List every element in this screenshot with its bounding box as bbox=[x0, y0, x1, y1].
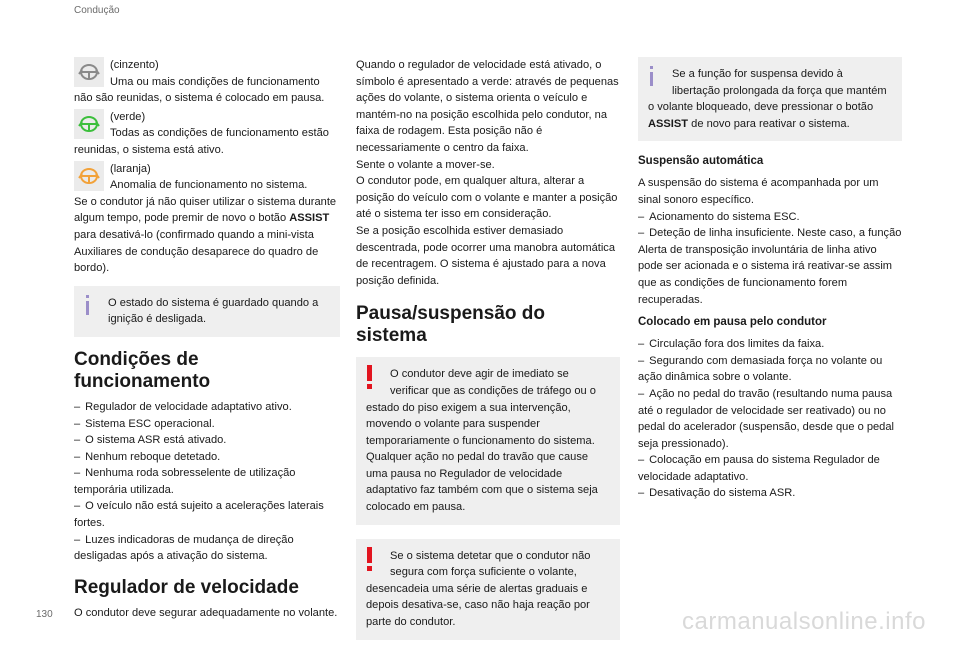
note-text: ignição é desligada. bbox=[108, 313, 207, 326]
list-item: – Luzes indicadoras de mudança de direção desligadas após a ativação do sistema. bbox=[74, 533, 294, 563]
steering-wheel-hands-icon-green bbox=[74, 109, 104, 139]
list-item: – Regulador de velocidade adaptativo ativo. bbox=[74, 400, 292, 413]
watermark: carmanualsonline.info bbox=[682, 608, 926, 635]
assist-button-label: ASSIST bbox=[289, 212, 330, 225]
paragraph: Se a posição escolhida estiver demasiado descentrada, pode ocorrer uma manobra automática de recentragem. O sistema é ajustado para a nova posição definida. bbox=[356, 224, 616, 287]
para-text: para desativá-lo (confirmado quando a mini-vista Auxiliares de condução desaparece do quadro de bordo). bbox=[74, 228, 319, 275]
heading-auto-suspension: Suspensão automática bbox=[638, 155, 764, 168]
list-item: – Sistema ESC operacional. bbox=[74, 417, 215, 430]
list-item: – Circulação fora dos limites da faixa. bbox=[638, 338, 825, 351]
paragraph: Sente o volante a mover-se. bbox=[356, 158, 495, 171]
paragraph: Quando o regulador de velocidade está ativado, o símbolo é apresentado a verde: através de pequenas ações do volante, o sistema orienta o veículo e mantém-no na posição escolhida pelo condutor, na faixa de rodagem. Esta posição não é necessariamente o centro da faixa. bbox=[356, 59, 619, 154]
info-note bbox=[74, 286, 340, 337]
cruise-text: O condutor deve segurar adequadamente no volante. bbox=[74, 606, 338, 619]
heading-operating-conditions: Condições de funcionamento bbox=[74, 348, 211, 392]
note-text: estado do piso exigem a sua intervenção, movendo o volante para suspender temporariamente o funcionamento do sistema. Qualquer ação no pedal do travão que cause uma pausa no Regulador de velocidade adaptativo faz também com que o sistema seja colocado em pausa. bbox=[366, 401, 598, 514]
list-item: – Nenhuma roda sobresselente de utilização temporária utilizada. bbox=[74, 467, 296, 496]
list-item: – Deteção de linha insuficiente. Neste caso, a função Alerta de transposição involuntária de linha ativo pode ser acionada e o sistema irá reativar-se assim que as condições de funcionamento forem recuperadas. bbox=[638, 227, 902, 306]
note-text: Se a função for suspensa devido à bbox=[672, 68, 843, 80]
info-icon bbox=[650, 72, 653, 86]
status-row-orange bbox=[74, 161, 340, 194]
warning-note bbox=[356, 539, 620, 640]
list-item: – Desativação do sistema ASR. bbox=[638, 487, 796, 500]
list-item: – Ação no pedal do travão (resultando numa pausa até o regulador de velocidade ser reativado) ou no pedal do acelerador (suspensão, desde que o pedal seja pressionado). bbox=[638, 387, 894, 450]
conditions-list bbox=[74, 399, 340, 565]
status-line: Anomalia de funcionamento no sistema. bbox=[110, 179, 308, 192]
list-item: – O veículo não está sujeito a acelerações laterais fortes. bbox=[74, 500, 324, 530]
list-item: – Acionamento do sistema ESC. bbox=[638, 210, 800, 223]
page-number: 130 bbox=[36, 609, 53, 620]
info-note bbox=[638, 57, 902, 141]
status-line: Todas as condições de funcionamento estão bbox=[110, 127, 329, 140]
heading-driver-pause: Colocado em pausa pelo condutor bbox=[638, 316, 827, 329]
note-text: O estado do sistema é guardado quando a bbox=[108, 296, 319, 309]
list-item: – Colocação em pausa do sistema Regulador de velocidade adaptativo. bbox=[638, 454, 880, 483]
list-item: – Nenhum reboque detetado. bbox=[74, 450, 221, 463]
status-label: (cinzento) bbox=[110, 59, 159, 71]
warning-icon bbox=[367, 547, 372, 563]
info-icon bbox=[86, 301, 89, 315]
column-middle bbox=[356, 57, 620, 649]
page-section-title: Condução bbox=[74, 5, 120, 16]
list-item: – O sistema ASR está ativado. bbox=[74, 434, 227, 447]
column-left bbox=[74, 57, 340, 621]
heading-pause-suspension: Pausa/suspensão do sistema bbox=[356, 303, 546, 347]
heading-cruise-control: Regulador de velocidade bbox=[74, 576, 299, 598]
status-cont: não são reunidas, o sistema é colocado em pausa. bbox=[74, 92, 325, 105]
status-label: (laranja) bbox=[110, 162, 151, 175]
warning-note bbox=[356, 357, 620, 524]
status-row-grey bbox=[74, 57, 340, 90]
assist-button-label: ASSIST bbox=[648, 117, 689, 130]
note-text: segura com força suficiente o volante, bbox=[390, 566, 577, 579]
steering-wheel-hands-icon-grey bbox=[74, 57, 104, 87]
deactivate-paragraph bbox=[74, 194, 340, 277]
paragraph: A suspensão do sistema é acompanhada por um sinal sonoro específico. bbox=[638, 177, 879, 206]
status-cont: reunidas, o sistema está ativo. bbox=[74, 143, 224, 156]
steering-wheel-hands-icon-orange bbox=[74, 161, 104, 191]
note-text: desencadeia uma série de alertas graduais e depois desativa-se, caso não haja reação por parte do condutor. bbox=[366, 582, 590, 629]
status-line: Uma ou mais condições de funcionamento bbox=[110, 75, 320, 88]
note-text: o volante bloqueado, deve pressionar o botão bbox=[648, 101, 874, 114]
note-text: verificar que as condições de tráfego ou o bbox=[390, 384, 596, 397]
note-text: libertação prolongada da força que mantém bbox=[672, 84, 887, 97]
note-text: O condutor deve agir de imediato se bbox=[390, 368, 569, 381]
list-item: – Segurando com demasiada força no volante ou ação dinâmica sobre o volante. bbox=[638, 354, 883, 384]
para-text: Se o condutor já não quiser utilizar o sistema durante algum tempo, pode premir de novo o botão bbox=[74, 195, 337, 225]
note-text: ASSIST de novo para reativar o sistema. bbox=[648, 117, 850, 130]
paragraph: O condutor pode, em qualquer altura, alterar a posição do veículo com o volante e manter a posição até o sistema ter isso em consideração. bbox=[356, 175, 618, 221]
note-text: Se o sistema detetar que o condutor não bbox=[390, 549, 591, 562]
status-label: (verde) bbox=[110, 110, 146, 123]
column-right bbox=[638, 57, 902, 502]
status-row-green bbox=[74, 109, 340, 142]
warning-icon bbox=[367, 365, 372, 381]
